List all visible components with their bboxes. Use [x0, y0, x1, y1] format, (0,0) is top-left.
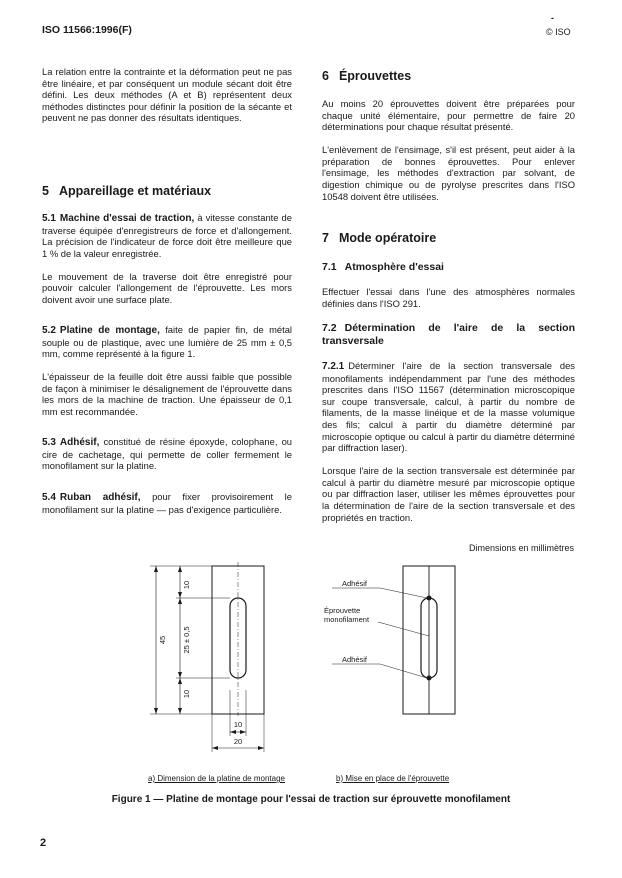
dim-10-top: 10	[182, 580, 191, 590]
section-title: Appareillage et matériaux	[58, 184, 212, 198]
section-7-heading	[322, 231, 575, 246]
paragraph-7-2-1	[322, 360, 575, 454]
dim-45: 45	[158, 635, 167, 645]
paragraph-5-2	[42, 324, 292, 360]
adhesive-dot-top	[427, 596, 432, 601]
clause-text: faite de papier fin, de métal souple ou de plastique, avec une lumière de 25 mm ± 0,5 mm, comme représenté à la figure 1.	[42, 324, 292, 360]
clause-number: 5.4	[42, 492, 56, 503]
clause-number: 5.2	[42, 325, 56, 336]
figure-title: Figure 1 — Platine de montage pour l'essai de traction sur éprouvette monofilament	[111, 794, 511, 805]
clause-text: pour fixer provisoirement le monofilament sur la platine — pas d'exigence particulière.	[42, 491, 292, 515]
section-5-3	[42, 436, 292, 483]
figure-1-drawing	[0, 560, 622, 790]
mounting-plate-drawing	[150, 562, 264, 752]
paragraph-5-1	[42, 212, 292, 259]
clause-number: 5.3	[42, 437, 56, 448]
section-5-heading	[42, 184, 292, 199]
adhesive-dot-bottom	[427, 676, 432, 681]
clause-number: 5.1	[42, 213, 56, 224]
label-specimen-2: monofilament	[324, 615, 370, 624]
paragraph-5-4	[42, 491, 292, 515]
dim-20: 20	[233, 737, 243, 746]
paragraph-5-2-b: L'épaisseur de la feuille doit être aussi faible que possible de façon à minimiser le désalignement de l'éprouvette dans les mors de la machine de traction. Une épaisseur de 0,1 mm est recommandée.	[42, 371, 292, 418]
clause-title: Adhésif,	[59, 437, 100, 448]
section-title: Mode opératoire	[338, 231, 437, 245]
paragraph-5-3	[42, 436, 292, 472]
section-6-heading	[322, 69, 575, 84]
caption-a: a) Dimension de la platine de montage	[148, 774, 285, 783]
left-column	[42, 66, 292, 135]
clause-title: Machine d'essai de traction,	[59, 213, 195, 224]
copyright-notice: © ISO	[546, 27, 571, 37]
dim-25: 25 ± 0,5	[182, 626, 191, 654]
subsection-number: 7.1	[322, 261, 337, 273]
clause-text: à vitesse constante de traverse équipée d'enregistreurs de force et d'allongement. La précision de l'indicateur de force doit être meilleure que 1 % de la valeur enregistrée.	[42, 212, 292, 259]
section-number: 5	[42, 184, 49, 198]
dim-10-bottom: 10	[182, 689, 191, 699]
clause-text: constitué de résine époxyde, colophane, ou cire de cachetage, qui permette de coller fermement le monofilament sur la platine.	[42, 436, 292, 472]
clause-text: Déterminer l'aire de la section transversale des monofilaments indépendamment par l'une des méthodes prescrites dans l'ISO 11567 (détermination microscopique sur coupe transversale, calcul, à partir du nombre de filaments, de la masse linéique et de la masse volumique des fils; calcul à partir du diamètre déterminé par microscopie optique ou calcul à partir du diamètre déterminé par diffraction laser).	[322, 360, 575, 454]
label-adhesive-bottom: Adhésif	[342, 655, 368, 664]
section-7-2-heading	[322, 322, 575, 348]
subsection-title: Détermination de l'aire de la section transversale	[322, 322, 575, 347]
caption-b: b) Mise en place de l'éprouvette	[336, 774, 450, 783]
section-5-2	[42, 324, 292, 429]
section-5-4	[42, 491, 292, 527]
dimension-arrows	[154, 566, 264, 750]
section-title: Éprouvettes	[338, 69, 412, 83]
section-number: 6	[322, 69, 329, 83]
clause-title: Platine de montage,	[59, 325, 160, 336]
paragraph-5-1-b: Le mouvement de la traverse doit être enregistré pour pouvoir calculer l'allongement de l'éprouvette. Les mors doivent avoir une surface plate.	[42, 270, 292, 306]
section-5-1	[42, 212, 292, 317]
section-6-body	[322, 98, 575, 214]
paragraph-7-2-1-b: Lorsque l'aire de la section transversale est déterminée par calcul à partir du diamètre mesuré par microscopie optique ou par diffraction laser, utiliser les mêmes éprouvettes pour la détermination de l'aire de la section transversale et des propriétés en traction.	[322, 465, 575, 523]
standard-reference: ISO 11566:1996(F)	[42, 24, 132, 36]
paragraph-6-2: L'enlèvement de l'ensimage, s'il est présent, peut aider à la préparation de bonnes éprouvettes. Pour enlever l'ensimage, les méthodes d'extraction par solvant, de digestion chimique ou de pyrolyse prescrites dans l'ISO 10548 doivent être utilisées.	[322, 144, 575, 202]
paragraph-6-1: Au moins 20 éprouvettes doivent être préparées pour chaque unité élémentaire, pour permettre de faire 20 déterminations pour chaque résultat présenté.	[322, 98, 575, 133]
page-number: 2	[40, 837, 47, 849]
section-7-1-heading	[322, 261, 575, 274]
label-adhesive-top: Adhésif	[342, 579, 368, 588]
intro-paragraph: La relation entre la contrainte et la déformation peut ne pas être linéaire, et par conséquent un module sécant doit être défini. Les deux méthodes (A et B) représentent deux méthodes distinctes pour définir la position de la sécante et peuvent ne pas donner des résultats identiques.	[42, 66, 292, 124]
clause-number: 7.2.1	[322, 361, 345, 372]
subsection-number: 7.2	[322, 322, 337, 334]
section-number: 7	[322, 231, 329, 245]
section-7-2-body	[322, 360, 575, 535]
subsection-title: Atmosphère d'essai	[344, 261, 444, 273]
paragraph-7-1: Effectuer l'essai dans l'une des atmosphères normales définies dans l'ISO 291.	[322, 286, 575, 309]
dim-10-width: 10	[233, 720, 243, 729]
clause-title: Ruban adhésif,	[59, 492, 141, 503]
figure-units-note: Dimensions en millimètres	[468, 543, 574, 553]
label-specimen-1: Éprouvette	[324, 606, 361, 615]
section-7-1-body	[322, 286, 575, 321]
header-dash: -	[551, 13, 554, 23]
specimen-mounting-drawing	[332, 566, 455, 714]
